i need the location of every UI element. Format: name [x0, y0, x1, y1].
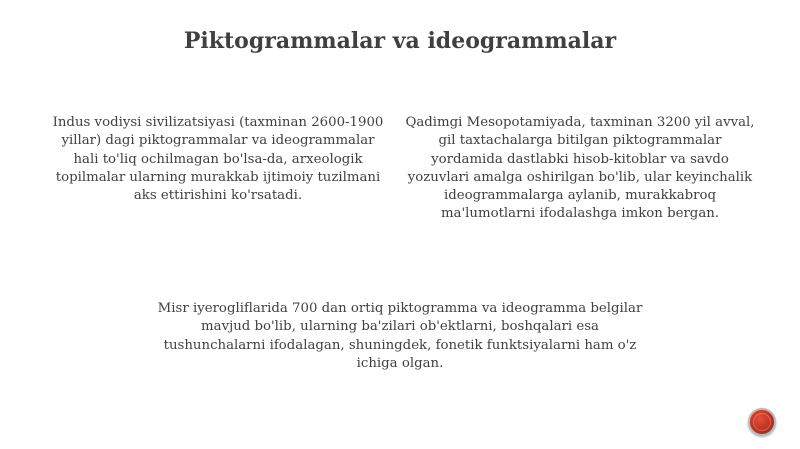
red-circle-button-icon[interactable] [748, 408, 776, 436]
paragraph-indus: Indus vodiysi sivilizatsiyasi (taxminan 2600-1900 yillar) dagi piktogrammalar va ideogrammalar hali to'liq ochilmagan bo'lsa-da, arxeologik topilmalar ularning murakkab ijtimoiy tuzilmani aks ettirishini ko'rsatadi. [52, 115, 384, 204]
paragraph-mesopotamia: Qadimgi Mesopotamiyada, taxminan 3200 yil avval, gil taxtachalarga bitilgan piktogrammalar yordamida dastlabki hisob-kitoblar va savdo yozuvlari amalga oshirilgan bo'lib, ular keyinchalik ideogrammalarga aylanib, murakkabroq ma'lumotlarni ifodalashga imkon bergan. [405, 115, 755, 222]
paragraph-egypt: Misr iyerogliflarida 700 dan ortiq piktogramma va ideogramma belgilar mavjud bo'lib, ularning ba'zilari ob'ektlarni, boshqalari esa tushunchalarni ifodalagan, shuningdek, fonetik funktsiyalarni ham o'z ichiga olgan. [157, 301, 643, 371]
button-ring [753, 413, 771, 431]
slide-title: Piktogrammalar va ideogrammalar [183, 28, 617, 54]
